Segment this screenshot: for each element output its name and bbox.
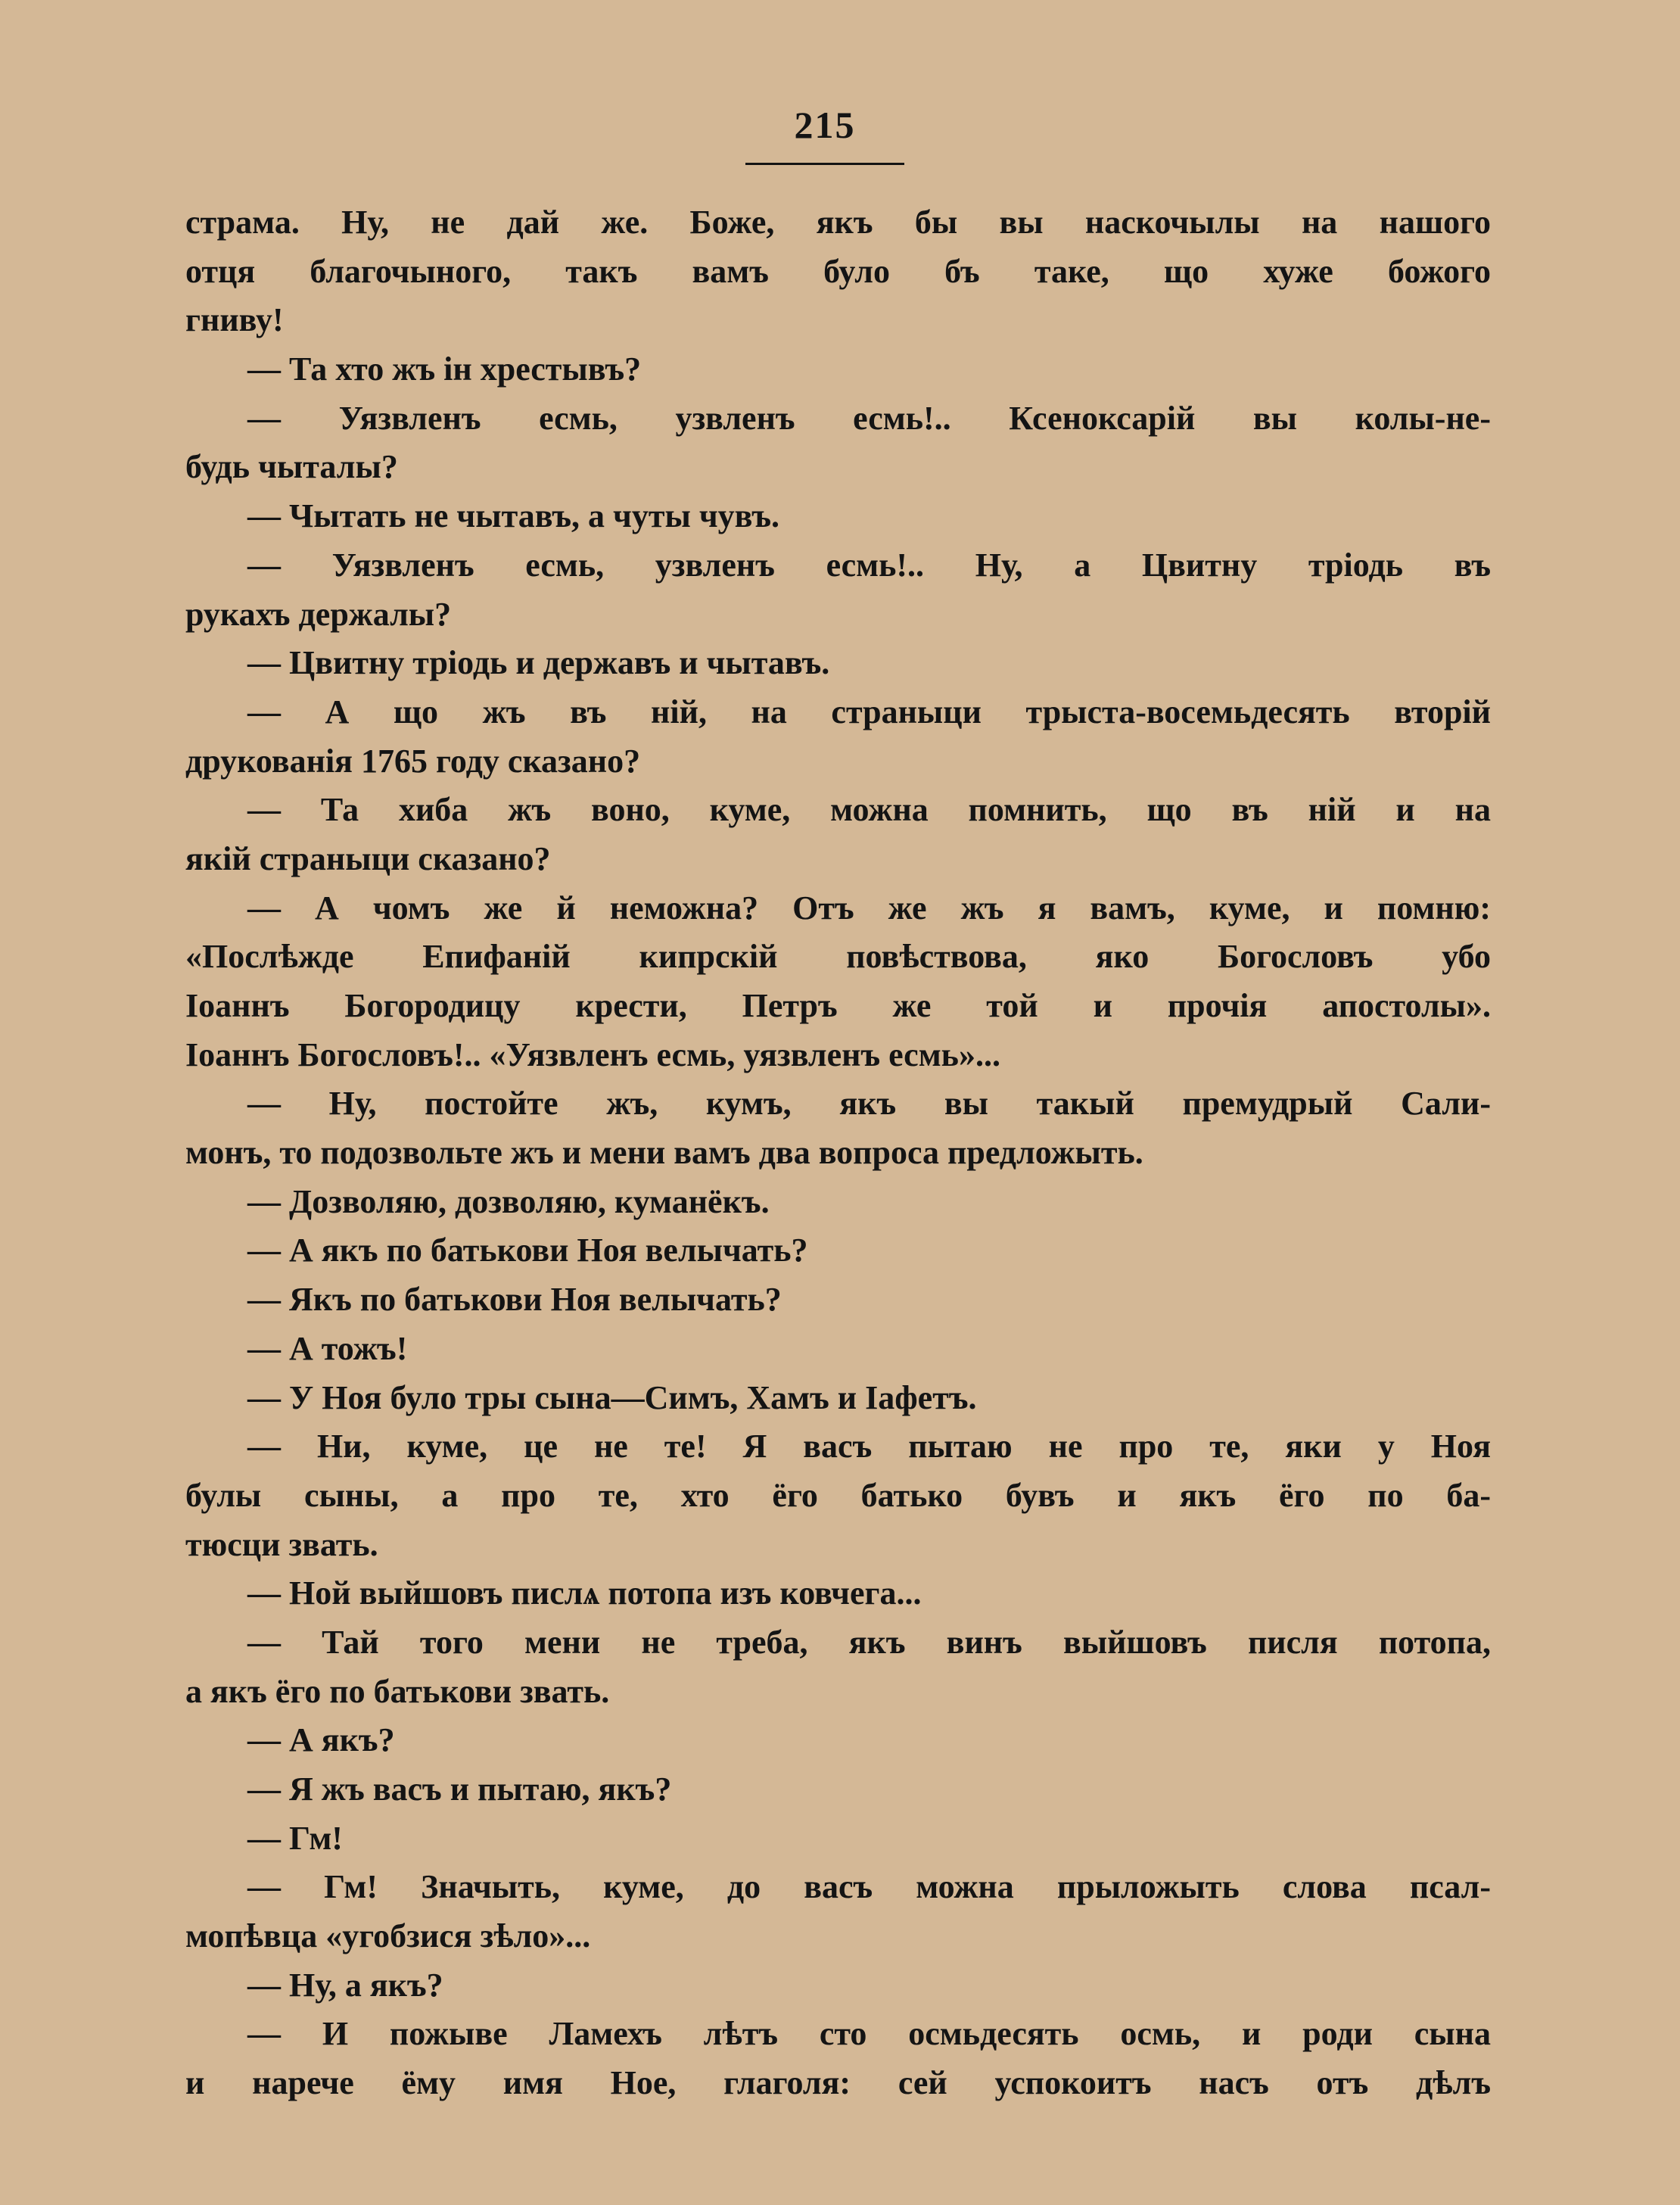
text-line: Іоаннъ Богородицу крести, Петръ же той и прочія апостолы».: [185, 987, 1491, 1024]
text-line: — И пожыве Ламехъ лѣтъ сто осмьдесять осмь, и роди сына: [247, 2015, 1491, 2053]
text-line: — Цвитну тріодь и державъ и чытавъ.: [247, 644, 830, 682]
page-number: 215: [794, 104, 856, 146]
text-line: — А якъ по батькови Ноя велычать?: [247, 1232, 808, 1269]
text-line: — Уязвленъ есмь, узвленъ есмь!.. Ксеноксарій вы колы-не-: [247, 399, 1491, 437]
text-line: якій страныци сказано?: [185, 839, 551, 877]
text-line: — Уязвленъ есмь, узвленъ есмь!.. Ну, а Цвитну тріодь въ: [247, 546, 1491, 584]
text-line: булы сыны, а про те, хто ёго батько бувъ и якъ ёго по ба-: [185, 1476, 1491, 1514]
text-line: — А чомъ же й неможна? Отъ же жъ я вамъ, куме, и помню:: [247, 889, 1491, 927]
text-line: Іоаннъ Богословъ!.. «Уязвленъ есмь, уязвленъ есмь»...: [185, 1036, 1000, 1073]
text-line: гниву!: [185, 301, 284, 339]
text-line: — Гм! Значыть, куме, до васъ можна прыложыть слова псал-: [247, 1868, 1491, 1906]
text-line: — Ну, а якъ?: [247, 1966, 443, 2004]
text-line: — У Ноя було тры сына—Симъ, Хамъ и Іафетъ.: [247, 1378, 977, 1416]
text-line: монъ, то подозвольте жъ и мени вамъ два вопроса предложыть.: [185, 1134, 1143, 1172]
text-line: — Якъ по батькови Ноя велычать?: [247, 1281, 782, 1319]
text-line: — Ни, куме, це не те! Я васъ пытаю не про те, яки у Ноя: [247, 1428, 1491, 1465]
text-line: — А тожъ!: [247, 1329, 408, 1367]
text-line: отця благочыного, такъ вамъ було бъ таке, що хуже божого: [185, 252, 1491, 290]
text-line: — Я жъ васъ и пытаю, якъ?: [247, 1771, 672, 1808]
text-line: — Дозволяю, дозволяю, куманёкъ.: [247, 1182, 770, 1220]
text-line: рукахъ держалы?: [185, 595, 452, 633]
text-line: и нарече ёму имя Ное, глаголя: сей успокоитъ насъ отъ дѣлъ: [185, 2064, 1491, 2102]
text-line: — Ну, постойте жъ, кумъ, якъ вы такый премудрый Сали-: [247, 1085, 1491, 1123]
text-line: — А що жъ въ ній, на страныци трыста-восемьдесять вторій: [247, 693, 1491, 730]
text-line: — Гм!: [247, 1819, 343, 1857]
text-line: тюсци звать.: [185, 1525, 378, 1563]
text-line: друкованія 1765 году сказано?: [185, 742, 641, 780]
text-line: — Ной выйшовъ пислѧ потопа изъ ковчега...: [247, 1574, 922, 1612]
text-line: — Та хиба жъ воно, куме, можна помнить, що въ ній и на: [247, 791, 1491, 829]
text-line: а якъ ёго по батькови звать.: [185, 1672, 610, 1710]
text-line: — А якъ?: [247, 1721, 395, 1759]
text-line: «Послѣжде Епифаній кипрскій повѣствова, яко Богословъ убо: [185, 938, 1491, 976]
text-line: страма. Ну, не дай же. Боже, якъ бы вы наскочылы на нашого: [185, 204, 1491, 241]
text-line: — Тай того мени не треба, якъ винъ выйшовъ писля потопа,: [247, 1623, 1491, 1661]
text-block: [185, 198, 1491, 2108]
page-number-underline: [745, 163, 904, 165]
text-line: мопѣвца «угобзися зѣло»...: [185, 1917, 591, 1955]
text-line: — Та хто жъ ін хрестывъ?: [247, 350, 642, 388]
text-line: — Чытать не чытавъ, а чуты чувъ.: [247, 497, 779, 535]
text-line: будь чыталы?: [185, 448, 398, 486]
